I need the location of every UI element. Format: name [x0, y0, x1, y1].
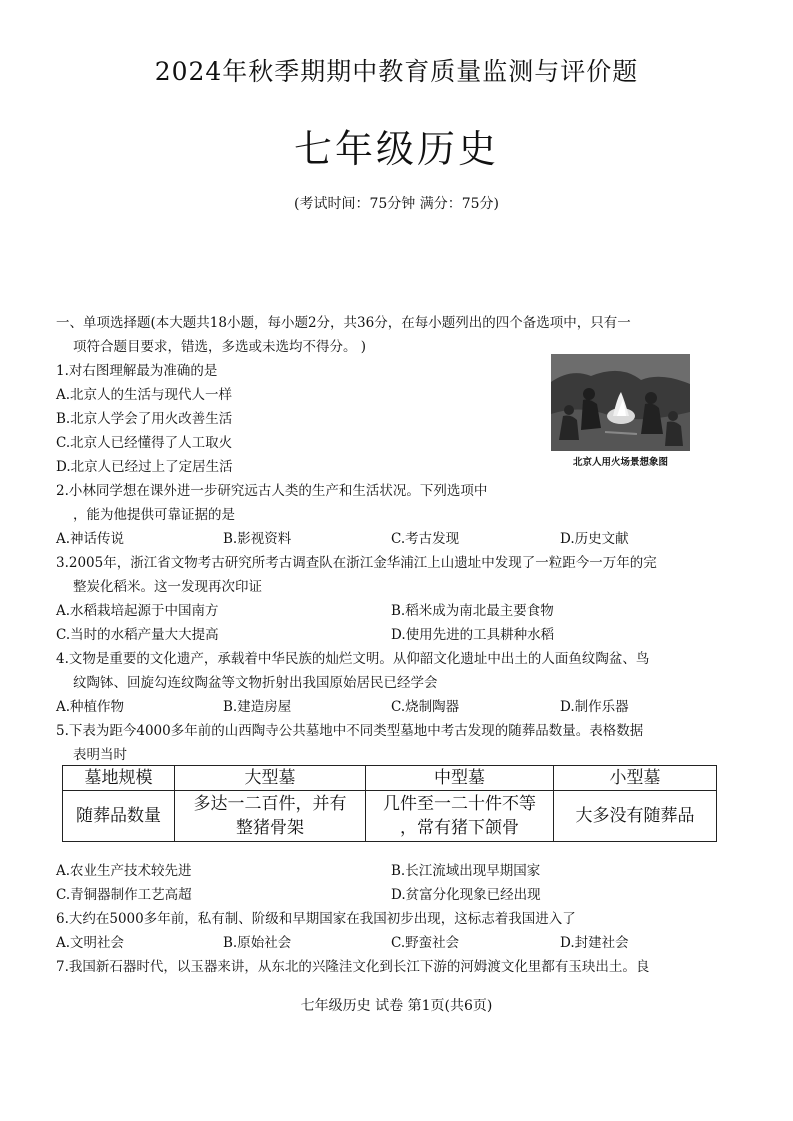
burial-goods-table	[62, 765, 717, 842]
q5-option-a: A.农业生产技术较先进	[56, 863, 192, 879]
q2-option-b: B.影视资料	[223, 531, 292, 547]
cell-line: 多达一二百件，并有	[193, 794, 347, 814]
exam-title: 2024年秋季期期中教育质量监测与评价题	[154, 57, 639, 86]
section-heading-cont: 项符合题目要求，错选，多选或未选均不得分。 )	[73, 339, 367, 355]
q4-option-d: D.制作乐器	[560, 699, 629, 715]
figure-caption: 北京人用火场景想象图	[572, 457, 668, 468]
table-cell-large	[175, 791, 366, 842]
q4-option-b: B.建造房屋	[223, 699, 292, 715]
table-header-cell: 中型墓	[366, 766, 554, 791]
q2-stem-cont: ，能为他提供可靠证据的是	[73, 507, 235, 523]
q2-option-c: C.考古发现	[391, 531, 460, 547]
q1-option-a: A.北京人的生活与现代人一样	[56, 387, 233, 403]
cell-line: 整猪骨架	[236, 818, 304, 838]
table-header-cell: 墓地规模	[63, 766, 175, 791]
q5-option-c: C.青铜器制作工艺高超	[56, 887, 192, 903]
table-row-label: 随葬品数量	[63, 791, 175, 842]
q6-option-a: A.文明社会	[56, 935, 125, 951]
q3-option-a: A.水稻栽培起源于中国南方	[56, 603, 219, 619]
q5-stem: 5.下表为距今4000多年前的山西陶寺公共墓地中不同类型墓地中考古发现的随葬品数量。表格数据	[56, 723, 644, 739]
q1-option-d: D.北京人已经过上了定居生活	[56, 459, 233, 475]
q2-option-d: D.历史文献	[560, 531, 629, 547]
q3-option-c: C.当时的水稻产量大大提高	[56, 627, 219, 643]
q2-option-a: A.神话传说	[56, 531, 125, 547]
cell-line: ，常有猪下颌骨	[400, 818, 519, 838]
q4-stem-cont: 纹陶钵、回旋勾连纹陶盆等文物折射出我国原始居民已经学会	[73, 675, 438, 691]
q6-option-b: B.原始社会	[223, 935, 292, 951]
q3-stem-cont: 整炭化稻米。这一发现再次印证	[73, 579, 262, 595]
q1-stem: 1.对右图理解最为准确的是	[56, 363, 218, 379]
cell-line: 几件至一二十件不等	[383, 794, 536, 814]
q5-option-b: B.长江流域出现早期国家	[391, 863, 541, 879]
q5-stem-cont: 表明当时	[73, 747, 127, 763]
q3-stem: 3.2005年，浙江省文物考古研究所考古调查队在浙江金华浦江上山遗址中发现了一粒距今一万年的完	[56, 555, 657, 571]
table-row	[63, 791, 717, 842]
q4-option-c: C.烧制陶器	[391, 699, 460, 715]
q5-option-d: D.贫富分化现象已经出现	[391, 887, 541, 903]
table-header-row	[63, 766, 717, 791]
q4-option-a: A.种植作物	[56, 699, 125, 715]
subject-title: 七年级历史	[293, 127, 499, 171]
table-cell-small: 大多没有随葬品	[554, 791, 717, 842]
q1-option-b: B.北京人学会了用火改善生活	[56, 411, 233, 427]
q1-option-c: C.北京人已经懂得了人工取火	[56, 435, 233, 451]
page-footer: 七年级历史 试卷 第1页(共6页)	[300, 998, 493, 1014]
q6-option-d: D.封建社会	[560, 935, 629, 951]
table-header-cell: 小型墓	[554, 766, 717, 791]
q3-option-d: D.使用先进的工具耕种水稻	[391, 627, 555, 643]
q2-stem: 2.小林同学想在课外进一步研究远古人类的生产和生活状况。下列选项中	[56, 483, 488, 499]
q6-stem: 6.大约在5000多年前，私有制、阶级和早期国家在我国初步出现，这标志着我国进入了	[56, 911, 576, 927]
q7-stem: 7.我国新石器时代，以玉器来讲，从东北的兴隆洼文化到长江下游的河姆渡文化里都有玉玦出土。良	[56, 959, 650, 975]
table-header-cell: 大型墓	[175, 766, 366, 791]
fire-scene-image	[551, 354, 690, 451]
section-heading: 一、单项选择题(本大题共18小题，每小题2分，共36分，在每小题列出的四个备选项中，只有一	[56, 315, 631, 331]
q4-stem: 4.文物是重要的文化遗产，承载着中华民族的灿烂文明。从仰韶文化遗址中出土的人面鱼纹陶盆、鸟	[56, 651, 650, 667]
q6-option-c: C.野蛮社会	[391, 935, 460, 951]
q3-option-b: B.稻米成为南北最主要食物	[391, 603, 554, 619]
exam-info: (考试时间：75分钟 满分：75分)	[293, 196, 499, 212]
table-cell-medium	[366, 791, 554, 842]
